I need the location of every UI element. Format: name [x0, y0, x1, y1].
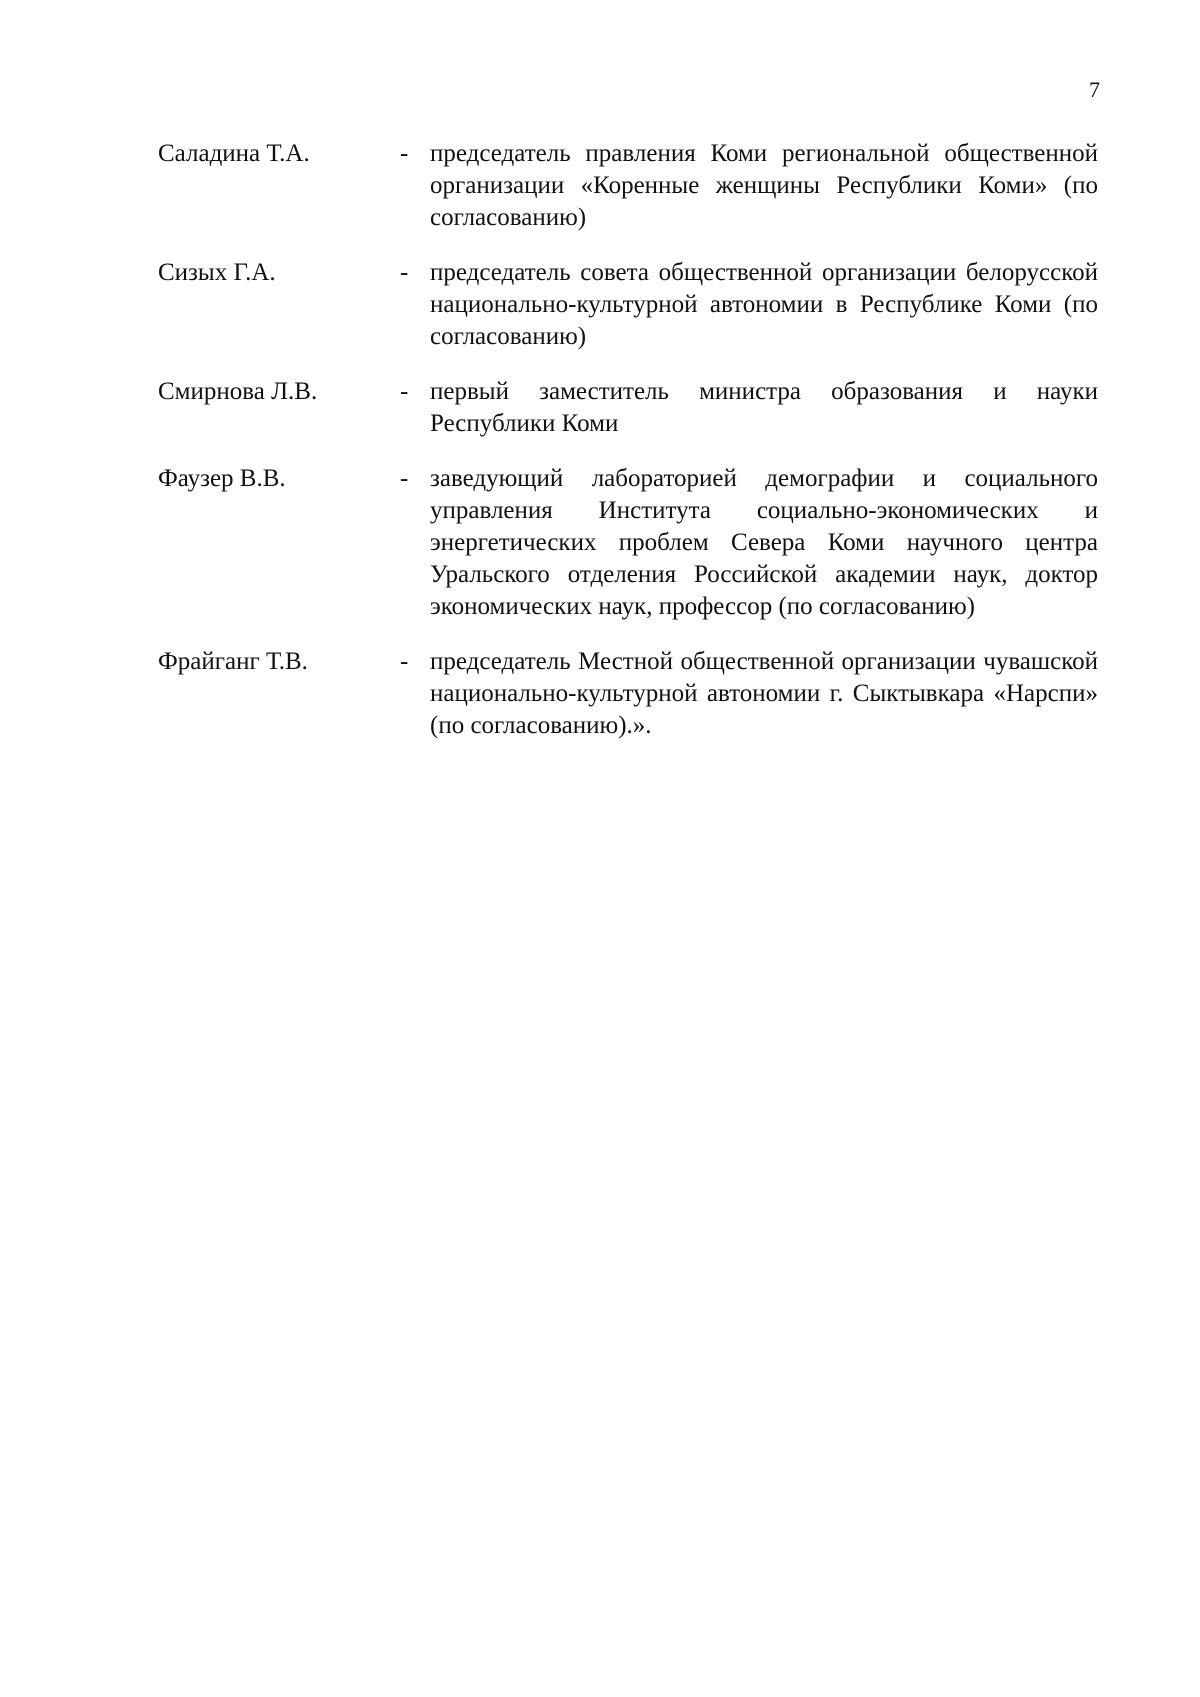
member-description: первый заместитель министра образования и науки Республики Коми: [430, 378, 1098, 437]
member-description: председатель правления Коми региональной общественной организации «Коренные женщины Республики Коми» (по согласованию): [430, 140, 1098, 231]
member-name: Сизых Г.А.: [158, 259, 276, 286]
member-list: [158, 138, 1098, 765]
member-dash: -: [400, 465, 409, 492]
page-number: 7: [1089, 77, 1100, 102]
member-description: председатель совета общественной организации белорусской национально-культурной автономии в Республике Коми (по согласованию): [430, 259, 1098, 350]
member-name: Фрайганг Т.В.: [158, 648, 308, 675]
member-dash: -: [400, 140, 409, 167]
member-entry: [158, 376, 1098, 440]
member-name: Фаузер В.В.: [158, 465, 286, 492]
member-dash: -: [400, 259, 409, 286]
member-dash: -: [400, 378, 409, 405]
member-name: Смирнова Л.В.: [158, 378, 318, 405]
member-entry: [158, 138, 1098, 234]
member-entry: [158, 463, 1098, 623]
member-dash: -: [400, 648, 409, 675]
member-entry: [158, 646, 1098, 742]
member-name: Саладина Т.А.: [158, 140, 310, 167]
member-entry: [158, 257, 1098, 353]
member-description: председатель Местной общественной организации чувашской национально-культурной автономии г. Сыктывкара «Нарспи» (по согласованию).».: [430, 648, 1098, 739]
member-description: заведующий лабораторией демографии и социального управления Института социально-экономических и энергетических проблем Севера Коми научного центра Уральского отделения Российской академии наук, доктор экономических наук, профессор (по согласованию): [430, 465, 1098, 620]
